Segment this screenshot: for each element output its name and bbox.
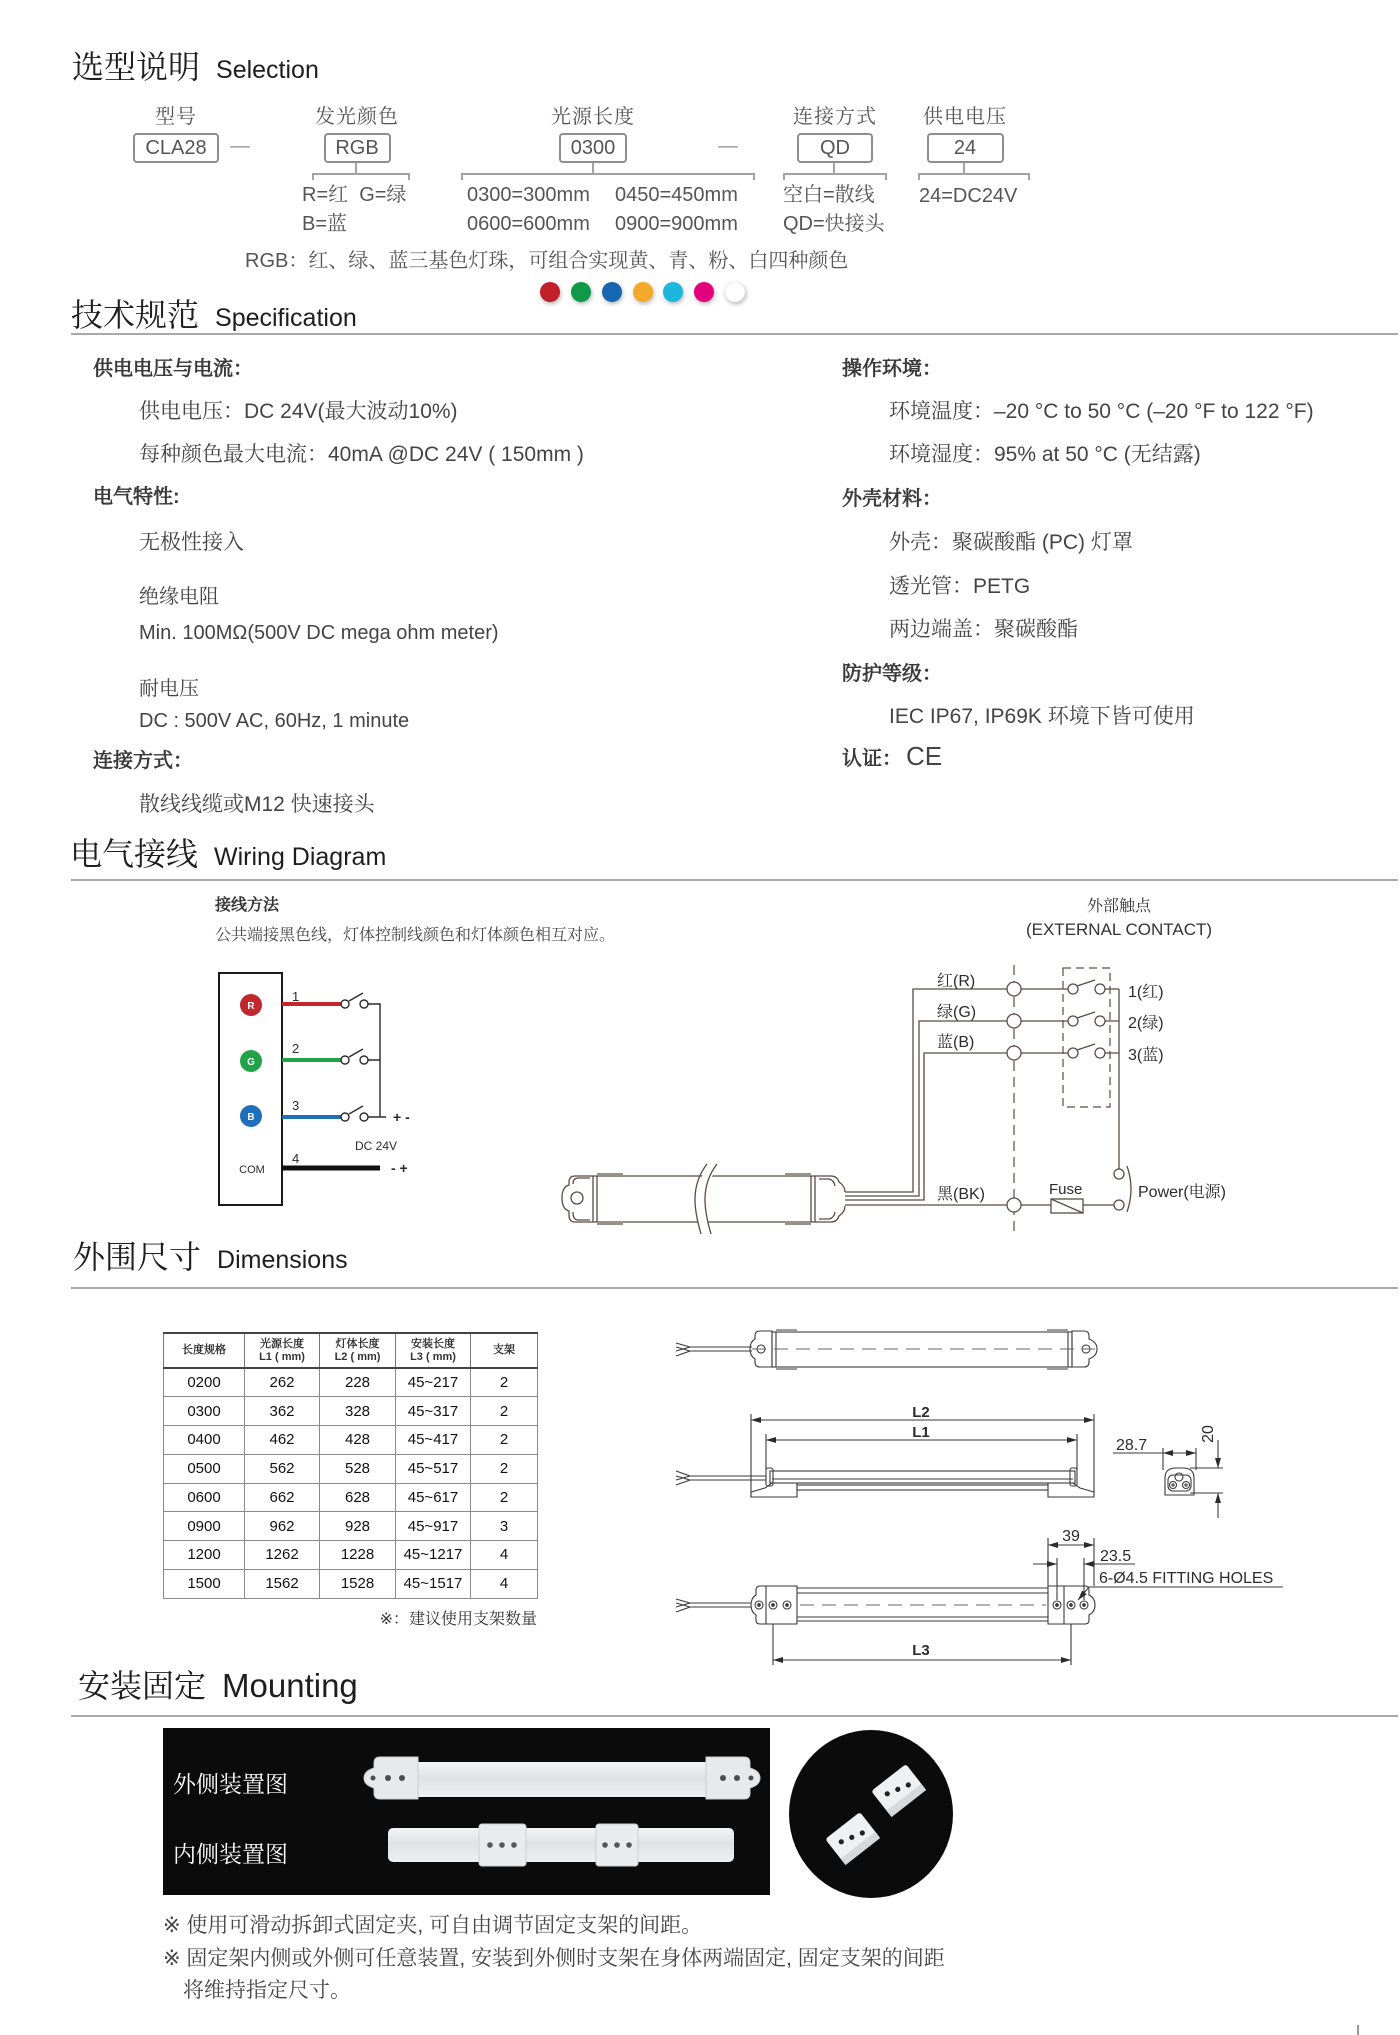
mounting-title-en: Mounting: [222, 1667, 358, 1704]
cell-brackets: 4: [471, 1569, 538, 1598]
cell-spec: 0300: [164, 1397, 245, 1426]
channel-g-number: 2: [292, 1041, 300, 1056]
specification-title-cn: 技术规范: [71, 297, 200, 333]
selection-title: [72, 49, 319, 88]
channel-b-letter: B: [247, 1112, 255, 1123]
spec-item: 耐电压: [139, 678, 199, 700]
swatch-yellow: [633, 282, 653, 302]
cell-brackets: 2: [471, 1397, 538, 1426]
header-l2: [320, 1333, 396, 1368]
selection-field-voltage: [900, 104, 1030, 163]
length-options-bracket: [461, 173, 755, 180]
swatch-blue: [602, 282, 622, 302]
terminal-icon: [1007, 1046, 1021, 1060]
page-edge-mark: [1357, 2025, 1359, 2035]
cell-spec: 0600: [164, 1483, 245, 1512]
table-row: [164, 1512, 538, 1541]
cell-spec: 0400: [164, 1426, 245, 1455]
spec-heading-electrical: 电气特性:: [93, 486, 180, 508]
dim-label-l2: L2: [912, 1404, 930, 1421]
spec-heading-power: 供电电压与电流：: [93, 358, 253, 380]
cell-spec: 1200: [164, 1541, 245, 1570]
dimensions-title-cn: 外围尺寸: [73, 1239, 202, 1275]
controller-diagram: [219, 973, 410, 1205]
field-value-box: 0300: [559, 133, 627, 163]
dimensions-table: [163, 1332, 538, 1599]
cell-l1: 262: [245, 1368, 320, 1397]
header-en: L1 ( mm): [259, 1350, 305, 1363]
selection-title-cn: 选型说明: [72, 49, 201, 85]
terminal-icon: [1007, 982, 1021, 996]
outer-mount-label: 外侧装置图: [173, 1771, 288, 1797]
dim-label-l1: L1: [912, 1424, 930, 1441]
wiring-title: [70, 836, 386, 875]
header-l3: [396, 1333, 471, 1368]
channel-r-number: 1: [292, 989, 300, 1004]
spec-item: 散线线缆或M12 快速接头: [139, 793, 375, 816]
lamp-bottom-view: [676, 1538, 1283, 1665]
header-en: L3 ( mm): [410, 1350, 456, 1363]
spec-item: 两边端盖：聚碳酸酯: [889, 618, 1078, 641]
specification-title: [71, 297, 357, 336]
section-divider: [71, 333, 1398, 335]
mounting-clip-detail-image: [789, 1730, 953, 1898]
header-cn: 安装长度: [411, 1337, 455, 1350]
fitting-holes-right: [1053, 1601, 1088, 1609]
cell-brackets: 2: [471, 1426, 538, 1455]
contact-label-3: 3(蓝): [1128, 1047, 1164, 1064]
cable-icon: [676, 1343, 752, 1356]
color-option: B=蓝: [302, 213, 348, 235]
channel-g-letter: G: [247, 1057, 255, 1068]
spec-item: 无极性接入: [139, 531, 244, 554]
voltage-options-bracket: [918, 173, 1030, 180]
wiring-diagram: [0, 880, 1400, 1240]
cell-l1: 562: [245, 1454, 320, 1483]
field-value-box: QD: [797, 133, 873, 163]
mounting-photo-panel: [163, 1728, 770, 1895]
polarity-top: + -: [393, 1109, 410, 1125]
dimensions-title-en: Dimensions: [217, 1246, 348, 1274]
spec-heading-protection: 防护等级：: [842, 663, 942, 685]
switch-icon: [1068, 1012, 1105, 1026]
cell-l3: 45~417: [396, 1426, 471, 1455]
com-number: 4: [292, 1151, 300, 1166]
field-label: 发光颜色: [315, 106, 399, 128]
selection-field-length: [528, 104, 658, 163]
cell-brackets: 2: [471, 1483, 538, 1512]
mounting-note: ※ 使用可滑动拆卸式固定夹, 可自由调节固定支架的间距。: [163, 1914, 703, 1937]
cell-l1: 662: [245, 1483, 320, 1512]
spec-item: 供电电压：DC 24V(最大波动10%): [139, 400, 458, 423]
field-label: 光源长度: [551, 106, 635, 128]
header-l1: [245, 1333, 320, 1368]
extension-lines: [1163, 1448, 1223, 1493]
field-value-box: CLA28: [133, 133, 219, 163]
external-contact-diagram: [562, 965, 1226, 1234]
spec-item: 外壳：聚碳酸酯 (PC) 灯罩: [889, 531, 1133, 554]
cell-l2: 328: [320, 1397, 396, 1426]
inner-mount-lamp-image: [388, 1824, 734, 1866]
separator-dash: —: [718, 135, 738, 157]
switch-bus: [368, 1004, 386, 1117]
swatch-white: [725, 282, 745, 302]
cell-spec: 0200: [164, 1368, 245, 1397]
cell-l2: 628: [320, 1483, 396, 1512]
spec-item: 透光管：PETG: [889, 575, 1031, 598]
dim-label-pitch: 23.5: [1100, 1548, 1132, 1565]
connection-option: QD=快接头: [783, 213, 885, 235]
cell-l1: 1262: [245, 1541, 320, 1570]
wiring-method-title: 接线方法: [215, 897, 280, 914]
dimensions-title: [73, 1239, 348, 1278]
cell-spec: 1500: [164, 1569, 245, 1598]
wire-label-blue: 蓝(B): [937, 1034, 975, 1051]
inner-mount-label: 内侧装置图: [173, 1841, 288, 1867]
cell-l2: 928: [320, 1512, 396, 1541]
spec-heading-material: 外壳材料：: [842, 488, 942, 510]
mounting-title: [78, 1668, 358, 1704]
contact-label-2: 2(绿): [1128, 1015, 1164, 1032]
wiring-title-cn: 电气接线: [70, 836, 199, 872]
header-cn: 光源长度: [260, 1337, 304, 1350]
color-options-bracket: [312, 173, 410, 180]
swatch-red: [540, 282, 560, 302]
spec-item: 环境温度：–20 °C to 50 °C (–20 °F to 122 °F): [889, 400, 1314, 423]
wire-label-green: 绿(G): [937, 1004, 977, 1021]
dim-label-width: 28.7: [1116, 1437, 1148, 1454]
section-divider: [71, 1715, 1398, 1717]
outer-mount-lamp-image: [364, 1757, 760, 1799]
header-length-spec: [164, 1333, 245, 1368]
cell-l1: 462: [245, 1426, 320, 1455]
mounting-note: ※ 固定架内侧或外侧可任意装置, 安装到外侧时支架在身体两端固定, 固定支架的间距: [163, 1947, 945, 1970]
length-option: 0450=450mm: [615, 184, 738, 206]
connection-option: 空白=散线: [783, 184, 875, 206]
specification-title-en: Specification: [215, 304, 357, 332]
cell-spec: 0900: [164, 1512, 245, 1541]
switch-icon: [1068, 1044, 1105, 1058]
cable-icon: [676, 1471, 766, 1485]
cell-brackets: 3: [471, 1512, 538, 1541]
cell-l1: 962: [245, 1512, 320, 1541]
cell-brackets: 2: [471, 1454, 538, 1483]
switch-icon: [341, 1049, 368, 1064]
table-row: [164, 1569, 538, 1598]
spec-item: 环境湿度：95% at 50 °C (无结露): [889, 443, 1201, 466]
header-cn: 长度规格: [182, 1344, 226, 1356]
field-label: 供电电压: [923, 106, 1007, 128]
field-value-box: 24: [927, 133, 1004, 163]
contact-label-1: 1(红): [1128, 984, 1164, 1001]
terminal-icon: [1007, 1198, 1021, 1212]
cell-brackets: 4: [471, 1541, 538, 1570]
table-header-row: [164, 1333, 538, 1368]
length-option: 0600=600mm: [467, 213, 590, 235]
cell-spec: 0500: [164, 1454, 245, 1483]
field-label: 连接方式: [793, 106, 877, 128]
cell-l3: 45~517: [396, 1454, 471, 1483]
cell-l3: 45~317: [396, 1397, 471, 1426]
cell-l2: 528: [320, 1454, 396, 1483]
spec-heading-environment: 操作环境：: [842, 358, 942, 380]
section-divider: [71, 1287, 1398, 1289]
mounting-note: 将维持指定尺寸。: [183, 1979, 351, 2002]
spec-certification: [842, 741, 943, 771]
cell-l2: 1528: [320, 1569, 396, 1598]
cell-l3: 45~217: [396, 1368, 471, 1397]
color-swatches: [530, 278, 760, 308]
wiring-method-desc: 公共端接黑色线，灯体控制线颜色和灯体颜色相互对应。: [215, 927, 616, 944]
lamp-side-view: [676, 1414, 1094, 1497]
selection-field-color: [292, 104, 422, 163]
cell-l1: 362: [245, 1397, 320, 1426]
voltage-option: 24=DC24V: [919, 185, 1018, 207]
cell-l3: 45~917: [396, 1512, 471, 1541]
selection-field-model: [111, 104, 241, 163]
switch-icon: [1068, 980, 1105, 994]
color-option: R=红 G=绿: [302, 184, 407, 206]
power-label: Power(电源): [1138, 1184, 1227, 1201]
supply-label: DC 24V: [355, 1139, 398, 1153]
mounting-photos: [160, 1725, 960, 1905]
spec-item: Min. 100MΩ(500V DC mega ohm meter): [139, 622, 499, 644]
holes-note: 6-Ø4.5 FITTING HOLES: [1099, 1570, 1274, 1587]
com-label: COM: [239, 1164, 265, 1176]
dimension-drawing: [640, 1300, 1300, 1680]
spec-item: DC : 500V AC, 60Hz, 1 minute: [139, 710, 410, 732]
header-cn: 支架: [493, 1344, 515, 1356]
power-source-icon: [1114, 1166, 1131, 1212]
dim-label-height: 20: [1200, 1425, 1217, 1443]
channel-r-letter: R: [247, 1001, 255, 1012]
terminal-icon: [1007, 1014, 1021, 1028]
table-row: [164, 1454, 538, 1483]
header-cn: 灯体长度: [335, 1337, 380, 1350]
channel-b-number: 3: [292, 1098, 300, 1113]
cable-icon: [676, 1599, 751, 1612]
spec-item: 绝缘电阻: [139, 586, 219, 608]
blue-wire: [845, 1053, 1119, 1200]
extension-lines: [773, 1538, 1094, 1665]
cell-l2: 228: [320, 1368, 396, 1397]
table-row: [164, 1483, 538, 1512]
mounting-title-cn: 安装固定: [78, 1668, 207, 1704]
lamp-top-view: [676, 1330, 1097, 1369]
length-option: 0300=300mm: [467, 184, 590, 206]
cell-brackets: 2: [471, 1368, 538, 1397]
green-wire: [845, 1021, 1119, 1196]
length-option: 0900=900mm: [615, 213, 738, 235]
header-brackets: [471, 1333, 538, 1368]
spec-heading-certification: 认证：: [842, 748, 902, 770]
table-row: [164, 1541, 538, 1570]
bus-line: [368, 1004, 386, 1117]
cell-l3: 45~1217: [396, 1541, 471, 1570]
selection-field-connection: [770, 104, 900, 163]
cell-l3: 45~1517: [396, 1569, 471, 1598]
holes-leader-line: [1078, 1587, 1283, 1600]
switch-icon: [341, 993, 368, 1008]
certification-value: CE: [906, 741, 943, 771]
cell-l1: 1562: [245, 1569, 320, 1598]
fitting-holes-left: [755, 1601, 791, 1609]
contact-switches: [1068, 980, 1105, 1058]
table-row: [164, 1368, 538, 1397]
lamp-icon: [562, 1164, 845, 1234]
table-row: [164, 1426, 538, 1455]
dim-label-l3: L3: [912, 1642, 930, 1659]
swatch-pink: [694, 282, 714, 302]
table-row: [164, 1397, 538, 1426]
connection-options-bracket: [783, 173, 887, 180]
swatch-cyan: [663, 282, 683, 302]
separator-dash: —: [230, 135, 250, 157]
spec-item: IEC IP67, IP69K 环境下皆可使用: [889, 705, 1195, 728]
header-en: L2 ( mm): [334, 1350, 381, 1363]
wiring-title-en: Wiring Diagram: [214, 843, 387, 871]
dim-label-clip: 39: [1062, 1528, 1080, 1545]
cell-l3: 45~617: [396, 1483, 471, 1512]
swatch-green: [571, 282, 591, 302]
wire-label-red: 红(R): [937, 973, 976, 990]
fuse-label: Fuse: [1049, 1181, 1083, 1198]
rgb-note: RGB：红、绿、蓝三基色灯珠，可组合实现黄、青、粉、白四种颜色: [245, 250, 849, 272]
field-label: 型号: [155, 106, 197, 128]
switch-icon: [341, 1106, 368, 1121]
fuse-icon: [1051, 1199, 1083, 1213]
cell-l2: 428: [320, 1426, 396, 1455]
table-note: ※：建议使用支架数量: [379, 1611, 537, 1628]
spec-heading-connection: 连接方式：: [93, 750, 193, 772]
external-contact-title-en: (EXTERNAL CONTACT): [1025, 920, 1213, 939]
cell-l2: 1228: [320, 1541, 396, 1570]
polarity-bottom: - +: [391, 1160, 408, 1176]
field-value-box: RGB: [324, 133, 391, 163]
wire-label-black: 黑(BK): [937, 1186, 986, 1203]
selection-title-en: Selection: [216, 56, 319, 84]
spec-item: 每种颜色最大电流：40mA @DC 24V ( 150mm ): [139, 443, 584, 466]
external-contact-title-cn: 外部触点: [1086, 898, 1151, 915]
